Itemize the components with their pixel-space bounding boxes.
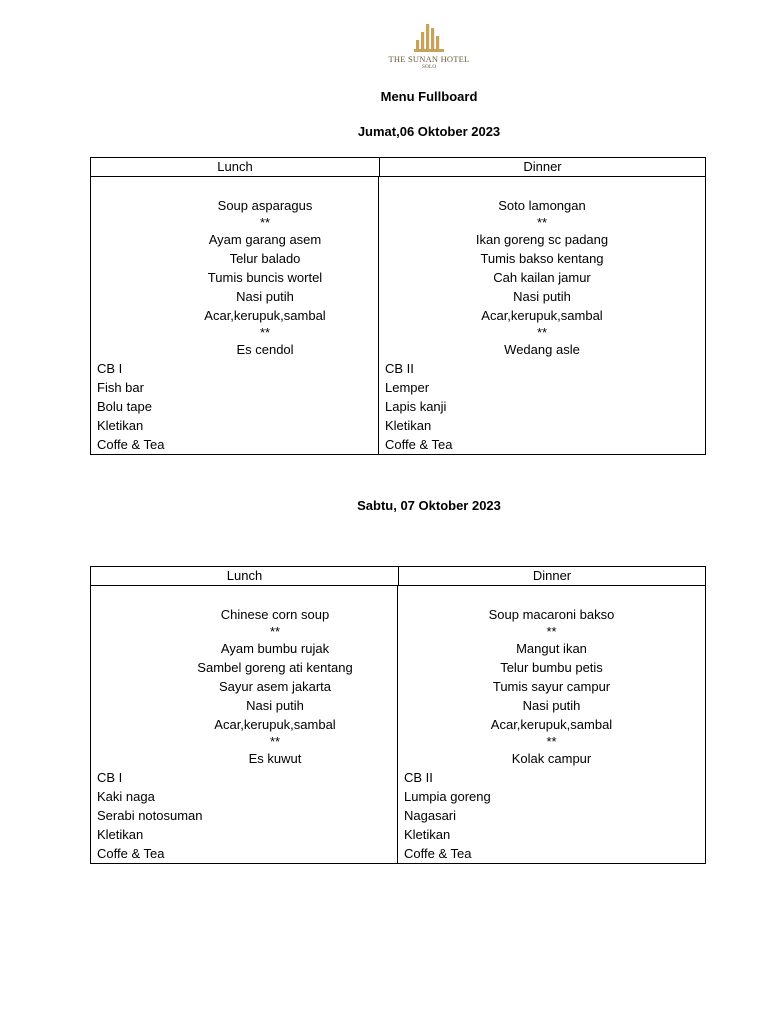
table-body <box>91 586 705 863</box>
course-separator: ** <box>536 325 548 340</box>
course-item: Chinese corn soup <box>220 607 330 622</box>
extra-item: Fish bar <box>97 380 144 395</box>
course-item: Acar,kerupuk,sambal <box>204 308 326 323</box>
table-header-row <box>91 567 705 586</box>
course-item: Telur balado <box>229 251 301 266</box>
course-item: Telur bumbu petis <box>500 660 603 675</box>
dinner-extras <box>398 768 705 863</box>
course-item: Cah kailan jamur <box>493 270 591 285</box>
extra-item: Bolu tape <box>97 399 152 414</box>
lunch-extras <box>91 359 378 454</box>
day-1-date: Jumat,06 Oktober 2023 <box>357 124 501 139</box>
course-item: Mangut ikan <box>516 641 587 656</box>
hotel-name: THE SUNAN HOTEL <box>388 54 470 64</box>
lunch-column <box>91 586 398 863</box>
course-separator: ** <box>269 624 281 639</box>
lunch-extras <box>91 768 397 863</box>
extra-item: Kletikan <box>385 418 432 433</box>
dinner-courses <box>398 605 705 768</box>
page-title: Menu Fullboard <box>380 89 478 104</box>
course-item: Nasi putih <box>513 289 571 304</box>
day-1-menu-table <box>90 157 706 455</box>
course-separator: ** <box>536 215 548 230</box>
course-item: Sayur asem jakarta <box>219 679 331 694</box>
course-item: Sambel goreng ati kentang <box>197 660 353 675</box>
hotel-building-icon <box>414 22 444 52</box>
course-item: Nasi putih <box>236 289 294 304</box>
dinner-header: Dinner <box>523 159 562 174</box>
dinner-column <box>398 586 705 863</box>
extra-item: CB I <box>97 770 123 785</box>
extra-item: Coffe & Tea <box>97 437 165 452</box>
hotel-logo <box>388 22 470 70</box>
extra-item: Nagasari <box>404 808 457 823</box>
course-separator: ** <box>259 215 271 230</box>
dinner-header: Dinner <box>532 568 572 583</box>
dinner-courses <box>379 196 705 359</box>
course-separator: ** <box>546 624 557 639</box>
extra-item: CB I <box>97 361 123 376</box>
extra-item: CB II <box>385 361 414 376</box>
extra-item: Kaki naga <box>97 789 155 804</box>
lunch-header: Lunch <box>91 158 380 176</box>
course-item: Nasi putih <box>522 698 581 713</box>
course-item: Es cendol <box>236 342 294 357</box>
extra-item: Serabi notosuman <box>97 808 203 823</box>
course-item: Ayam garang asem <box>208 232 322 247</box>
course-item: Tumis buncis wortel <box>207 270 323 285</box>
course-item: Ayam bumbu rujak <box>220 641 330 656</box>
course-separator: ** <box>259 325 271 340</box>
course-item: Tumis sayur campur <box>492 679 611 694</box>
course-item: Wedang asle <box>504 342 580 357</box>
course-item: Soto lamongan <box>498 198 586 213</box>
extra-item: Coffe & Tea <box>97 846 165 861</box>
dinner-extras <box>379 359 705 454</box>
course-item: Soup macaroni bakso <box>488 607 615 622</box>
lunch-column <box>91 177 379 454</box>
dinner-column <box>379 177 705 454</box>
extra-item: Coffe & Tea <box>404 846 472 861</box>
table-body <box>91 177 705 454</box>
course-item: Ikan goreng sc padang <box>475 232 609 247</box>
course-item: Kolak campur <box>511 751 592 766</box>
extra-item: Lapis kanji <box>385 399 447 414</box>
hotel-city: SOLO <box>421 64 437 70</box>
course-separator: ** <box>269 734 281 749</box>
extra-item: Coffe & Tea <box>385 437 453 452</box>
course-item: Acar,kerupuk,sambal <box>490 717 613 732</box>
course-separator: ** <box>546 734 557 749</box>
lunch-header: Lunch <box>91 567 399 585</box>
extra-item: Lumpia goreng <box>404 789 491 804</box>
day-2-date: Sabtu, 07 Oktober 2023 <box>357 498 501 513</box>
day-2-menu-table <box>90 566 706 864</box>
course-item: Nasi putih <box>246 698 304 713</box>
table-header-row <box>91 158 705 177</box>
course-item: Es kuwut <box>248 751 302 766</box>
course-item: Tumis bakso kentang <box>480 251 604 266</box>
extra-item: Kletikan <box>97 827 144 842</box>
extra-item: Kletikan <box>404 827 451 842</box>
course-item: Acar,kerupuk,sambal <box>481 308 603 323</box>
extra-item: Kletikan <box>97 418 144 433</box>
course-item: Acar,kerupuk,sambal <box>214 717 336 732</box>
course-item: Soup asparagus <box>217 198 313 213</box>
extra-item: Lemper <box>385 380 430 395</box>
extra-item: CB II <box>404 770 433 785</box>
